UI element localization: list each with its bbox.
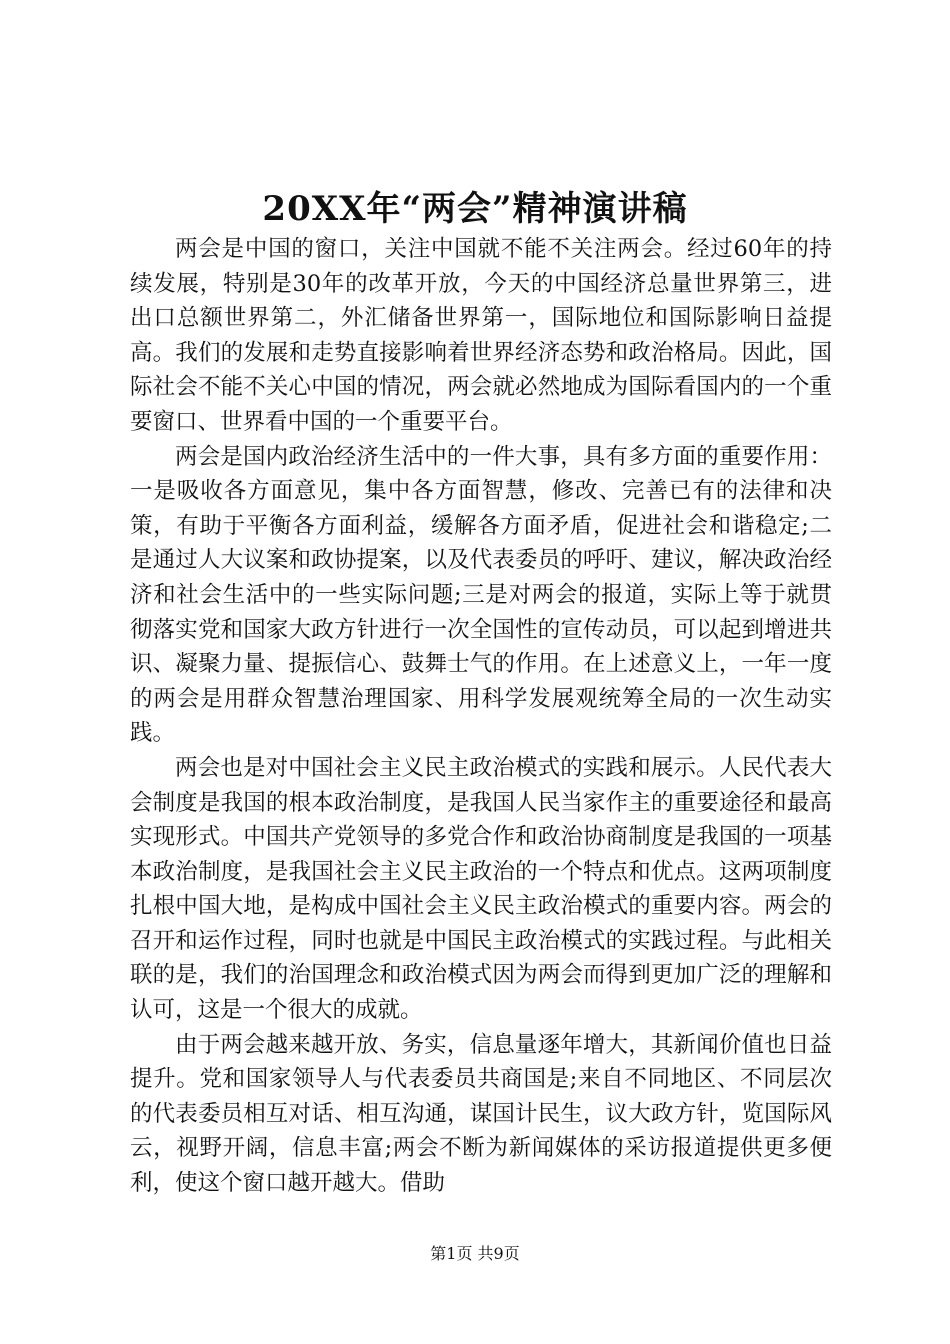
page-footer [0,1243,950,1265]
page-indicator: 第1页 共9页 [430,1244,520,1263]
document-body [130,232,832,1201]
paragraph-4: 由于两会越来越开放、务实，信息量逐年增大，其新闻价值也日益提升。党和国家领导人与代表委员共商国是;来自不同地区、不同层次的代表委员相互对话、相互沟通，谋国计民生，议大政方针，览国际风云，视野开阔，信息丰富;两会不断为新闻媒体的采访报道提供更多便利，使这个窗口越开越大。借助 [130,1031,832,1197]
document-title: 20XX年“两会”精神演讲稿 [262,189,688,229]
paragraph-3: 两会也是对中国社会主义民主政治模式的实践和展示。人民代表大会制度是我国的根本政治制度，是我国人民当家作主的重要途径和最高实现形式。中国共产党领导的多党合作和政治协商制度是我国的一项基本政治制度，是我国社会主义民主政治的一个特点和优点。这两项制度扎根中国大地，是构成中国社会主义民主政治模式的重要内容。两会的召开和运作过程，同时也就是中国民主政治模式的实践过程。与此相关联的是，我们的治国理念和政治模式因为两会而得到更加广泛的理解和认可，这是一个很大的成就。 [130,754,832,1024]
paragraph-1: 两会是中国的窗口，关注中国就不能不关注两会。经过60年的持续发展，特别是30年的改革开放，今天的中国经济总量世界第三，进出口总额世界第二，外汇储备世界第一，国际地位和国际影响日益提高。我们的发展和走势直接影响着世界经济态势和政治格局。因此，国际社会不能不关心中国的情况，两会就必然地成为国际看国内的一个重要窗口、世界看中国的一个重要平台。 [130,236,832,435]
paragraph-2: 两会是国内政治经济生活中的一件大事，具有多方面的重要作用：一是吸收各方面意见，集中各方面智慧，修改、完善已有的法律和决策，有助于平衡各方面利益，缓解各方面矛盾，促进社会和谐稳定;二是通过人大议案和政协提案，以及代表委员的呼吁、建议，解决政治经济和社会生活中的一些实际问题;三是对两会的报道，实际上等于就贯彻落实党和国家大政方针进行一次全国性的宣传动员，可以起到增进共识、凝聚力量、提振信心、鼓舞士气的作用。在上述意义上，一年一度的两会是用群众智慧治理国家、用科学发展观统筹全局的一次生动实践。 [130,443,832,747]
